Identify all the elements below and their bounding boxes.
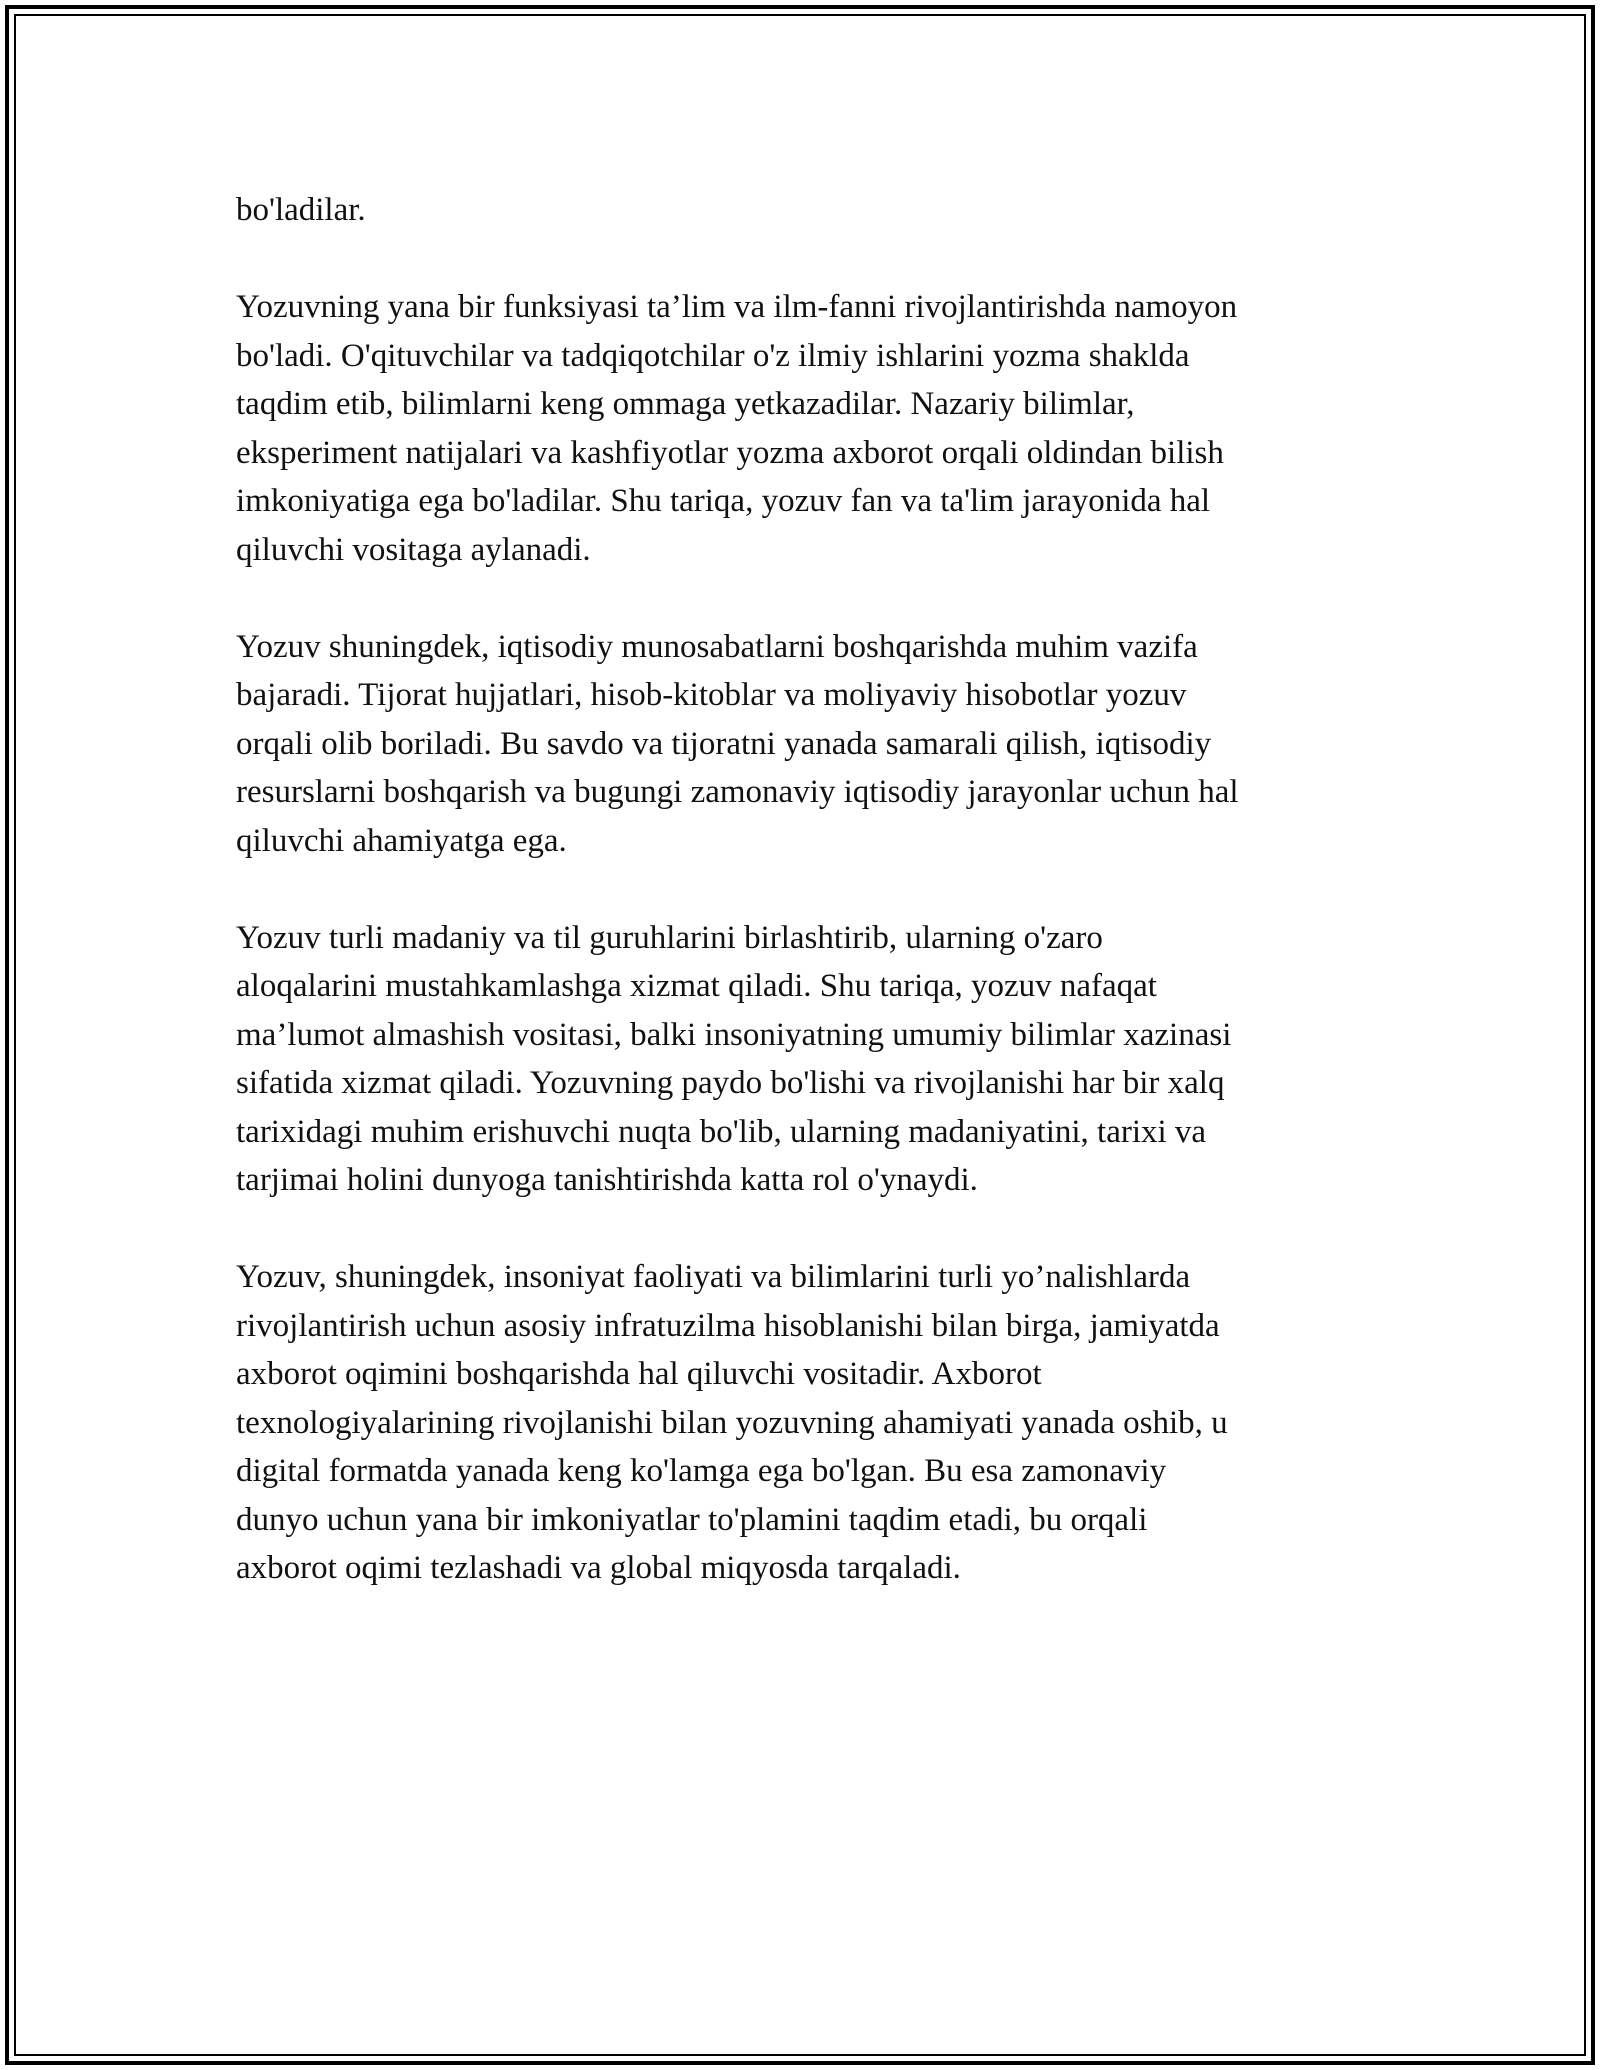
text-line: ma’lumot almashish vositasi, balki insoniyatning umumiy bilimlar xazinasi bbox=[236, 1016, 1232, 1053]
text-line: Yozuv shuningdek, iqtisodiy munosabatlarni boshqarishda muhim vazifa bbox=[236, 628, 1198, 665]
text-line: axborot oqimi tezlashadi va global miqyosda tarqaladi. bbox=[236, 1550, 961, 1586]
paragraph bbox=[236, 283, 1366, 574]
text-line: orqali olib boriladi. Bu savdo va tijoratni yanada samarali qilish, iqtisodiy bbox=[236, 725, 1212, 762]
text-line: Yozuv turli madaniy va til guruhlarini birlashtirib, ularning o'zaro bbox=[236, 919, 1103, 956]
text-line: qiluvchi ahamiyatga ega. bbox=[236, 822, 567, 859]
text-line: tarixidagi muhim erishuvchi nuqta bo'lib, ularning madaniyatini, tarixi va bbox=[236, 1113, 1207, 1150]
text-line: axborot oqimini boshqarishda hal qiluvchi vositadir. Axborot bbox=[236, 1356, 1042, 1392]
text-line: Yozuv, shuningdek, insoniyat faoliyati va bilimlarini turli yo’nalishlarda bbox=[236, 1259, 1191, 1295]
text-line: rivojlantirish uchun asosiy infratuzilma hisoblanishi bilan birga, jamiyatda bbox=[236, 1307, 1220, 1344]
text-line: dunyo uchun yana bir imkoniyatlar to'plamini taqdim etadi, bu orqali bbox=[236, 1501, 1148, 1538]
paragraph bbox=[236, 1253, 1366, 1593]
text-line: sifatida xizmat qiladi. Yozuvning paydo bo'lishi va rivojlanishi har bir xalq bbox=[236, 1065, 1225, 1101]
paragraph bbox=[236, 623, 1366, 866]
text-line: eksperiment natijalari va kashfiyotlar yozma axborot orqali oldindan bilish bbox=[236, 434, 1224, 471]
text-line: bo'ladi. O'qituvchilar va tadqiqotchilar o'z ilmiy ishlarini yozma shaklda bbox=[236, 337, 1190, 374]
text-line: digital formatda yanada keng ko'lamga ega bo'lgan. Bu esa zamonaviy bbox=[236, 1453, 1167, 1489]
text-line: bo'ladilar. bbox=[236, 192, 366, 228]
text-line: imkoniyatiga ega bo'ladilar. Shu tariqa, yozuv fan va ta'lim jarayonida hal bbox=[236, 483, 1211, 519]
text-line: texnologiyalarining rivojlanishi bilan yozuvning ahamiyati yanada oshib, u bbox=[236, 1404, 1228, 1441]
text-line: tarjimai holini dunyoga tanishtirishda katta rol o'ynaydi. bbox=[236, 1162, 978, 1198]
text-line: taqdim etib, bilimlarni keng ommaga yetkazadilar. Nazariy bilimlar, bbox=[236, 386, 1135, 422]
text-line: bajaradi. Tijorat hujjatlari, hisob-kitoblar va moliyaviy hisobotlar yozuv bbox=[236, 677, 1187, 713]
paragraph bbox=[236, 914, 1366, 1205]
paragraph bbox=[236, 186, 1366, 235]
text-line: qiluvchi vositaga aylanadi. bbox=[236, 531, 591, 568]
text-line: Yozuvning yana bir funksiyasi ta’lim va ilm-fanni rivojlantirishda namoyon bbox=[236, 289, 1238, 325]
document-body bbox=[236, 186, 1366, 1641]
text-line: resurslarni boshqarish va bugungi zamonaviy iqtisodiy jarayonlar uchun hal bbox=[236, 774, 1239, 810]
text-line: aloqalarini mustahkamlashga xizmat qiladi. Shu tariqa, yozuv nafaqat bbox=[236, 968, 1157, 1004]
